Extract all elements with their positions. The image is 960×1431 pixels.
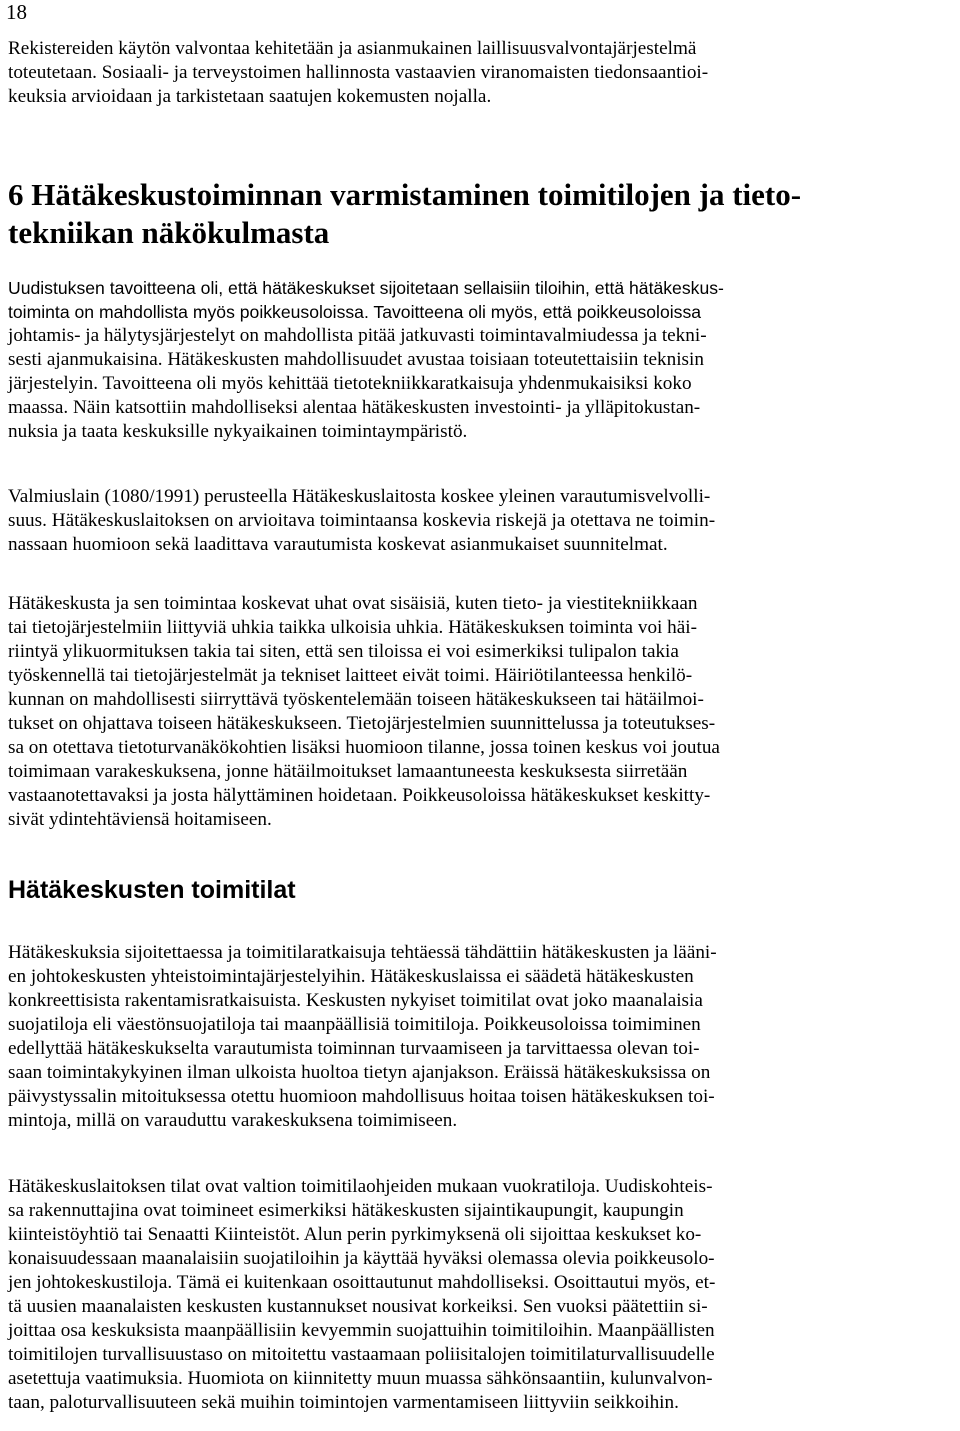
text-line: sesti ajanmukaisina. Hätäkeskusten mahdollisuudet avustaa toisiaan toteutettaisiin teknisin <box>8 349 704 370</box>
intro-paragraph <box>8 37 954 109</box>
text-line: suojatiloja eli väestönsuojatiloja tai maanpäällisiä toimitiloja. Poikkeusoloissa toimiminen <box>8 1014 701 1035</box>
text-line: työskennellä tai tietojärjestelmät ja tekniset laitteet eivät toimi. Häiriötilanteessa henkilö- <box>8 665 693 686</box>
text-line: konkreettisista rakentamisratkaisuista. Keskusten nykyiset toimitilat ovat joko maanalaisia <box>8 990 703 1011</box>
text-line: riintyä ylikuormituksen takia tai siten, että sen tiloissa ei voi esimerkiksi tulipalon takia <box>8 641 679 662</box>
text-line: konaisuudessaan maanalaisiin suojatiloihin ja käyttää hyväksi olemassa olevia poikkeusolo- <box>8 1248 715 1269</box>
text-line: taan, paloturvallisuuteen sekä muihin toimintojen varmentamiseen liittyviin seikkoihin. <box>8 1392 679 1413</box>
heading-line: tekniikan näkökulmasta <box>8 215 330 250</box>
text-line: Valmiuslain (1080/1991) perusteella Hätäkeskuslaitosta koskee yleinen varautumisvelvolli- <box>8 486 711 507</box>
text-line: tä uusien maanalaisten keskusten kustannukset nousivat korkeiksi. Sen vuoksi päätettiin si- <box>8 1296 708 1317</box>
paragraph <box>8 1175 954 1415</box>
subsection-heading <box>8 875 954 905</box>
paragraph <box>8 485 954 557</box>
text-line: Hätäkeskusta ja sen toimintaa koskevat uhat ovat sisäisiä, kuten tieto- ja viestitekniikkaan <box>8 593 698 614</box>
text-line: sa on otettava tietoturvanäkökohtien lisäksi huomioon tilanne, jossa toinen keskus voi joutua <box>8 737 720 758</box>
text-line: saan toimintakykyinen ilman ulkoista huoltoa tietyn ajanjakson. Eräissä hätäkeskuksissa on <box>8 1062 711 1083</box>
text-line: mintoja, millä on varauduttu varakeskuksena toimimiseen. <box>8 1110 458 1131</box>
paragraph <box>8 592 954 832</box>
heading-line: Hätäkeskusten toimitilat <box>8 876 296 904</box>
text-line: Rekistereiden käytön valvontaa kehitetään ja asianmukainen laillisuusvalvontajärjestelmä <box>8 38 697 59</box>
text-line: päivystyssalin mitoituksessa otettu huomioon mahdollisuus hoitaa toisen hätäkeskuksen toi- <box>8 1086 715 1107</box>
text-line: Hätäkeskuslaitoksen tilat ovat valtion toimitilaohjeiden mukaan vuokratiloja. Uudiskohteis- <box>8 1176 713 1197</box>
text-line: Hätäkeskuksia sijoitettaessa ja toimitilaratkaisuja tehtäessä tähdättiin hätäkeskusten ja lääni- <box>8 942 717 963</box>
text-line: asetettuja vaatimuksia. Huomiota on kiinnitetty muun muassa sähkönsaantiin, kulunvalvon- <box>8 1368 713 1389</box>
text-line: kiinteistöyhtiö tai Senaatti Kiinteistöt. Alun perin pyrkimyksenä oli sijoittaa keskukset ko- <box>8 1224 702 1245</box>
text-line: joittaa osa keskuksista maanpäällisiin kevyemmin suojattuihin toimitiloihin. Maanpäällisten <box>8 1320 715 1341</box>
text-line: vastaanotettavaksi ja josta hälyttäminen hoidetaan. Poikkeusoloissa hätäkeskukset keskitty- <box>8 785 711 806</box>
text-line: johtamis- ja hälytysjärjestelyt on mahdollista pitää jatkuvasti toimintavalmiudessa ja tekni- <box>8 325 707 346</box>
text-line: edellyttää hätäkeskukselta varautumista toiminnan turvaamiseen ja tarvittaessa olevan toi- <box>8 1038 700 1059</box>
text-line: sivät ydintehtäviensä hoitamiseen. <box>8 809 272 830</box>
text-line: nuksia ja taata keskuksille nykyaikainen toimintaympäristö. <box>8 421 468 442</box>
text-line: maassa. Näin katsottiin mahdolliseksi alentaa hätäkeskusten investointi- ja ylläpitokustan- <box>8 397 701 418</box>
paragraph <box>8 276 954 444</box>
text-line: järjestelyin. Tavoitteena oli myös kehittää tietotekniikkaratkaisuja yhdenmukaisiksi koko <box>8 373 692 394</box>
page-number: 18 <box>6 0 27 24</box>
text-line: suus. Hätäkeskuslaitoksen on arvioitava toimintaansa koskevia riskejä ja otettava ne toimin- <box>8 510 716 531</box>
text-line: toiminta on mahdollista myös poikkeusoloissa. Tavoitteena oli myös, että poikkeusoloissa <box>8 302 702 322</box>
section-heading <box>8 176 954 252</box>
text-line: jen johtokeskustiloja. Tämä ei kuitenkaan osoittautunut mahdolliseksi. Osoittautui myös, et- <box>8 1272 716 1293</box>
heading-line: 6 Hätäkeskustoiminnan varmistaminen toimitilojen ja tieto- <box>8 177 802 212</box>
text-line: sa rakennuttajina ovat toimineet esimerkiksi hätäkeskusten sijaintikaupungit, kaupungin <box>8 1200 684 1221</box>
text-line: tukset on ohjattava toiseen hätäkeskukseen. Tietojärjestelmien suunnittelussa ja toteutukses- <box>8 713 716 734</box>
paragraph <box>8 941 954 1133</box>
text-line: toimitilojen turvallisuustaso on mitoitettu vastaamaan poliisitalojen toimitilaturvallisuudelle <box>8 1344 715 1365</box>
text-line: tai tietojärjestelmiin liittyviä uhkia taikka ulkoisia uhkia. Hätäkeskuksen toiminta voi häi- <box>8 617 697 638</box>
text-line: kunnan on mahdollisesti siirryttävä työskentelemään toiseen hätäkeskukseen tai hätäilmoi- <box>8 689 704 710</box>
text-line: nassaan huomioon sekä laadittava varautumista koskevat asianmukaiset suunnitelmat. <box>8 534 668 555</box>
text-line: Uudistuksen tavoitteena oli, että hätäkeskukset sijoitetaan sellaisiin tiloihin, että hätäkeskus- <box>8 278 724 298</box>
text-line: en johtokeskusten yhteistoimintajärjestelyihin. Hätäkeskuslaissa ei säädetä hätäkeskusten <box>8 966 694 987</box>
text-line: toimimaan varakeskuksena, jonne hätäilmoitukset lamaantuneesta keskuksesta siirretään <box>8 761 688 782</box>
text-line: toteutetaan. Sosiaali- ja terveystoimen hallinnosta vastaavien viranomaisten tiedonsaantioi- <box>8 62 709 83</box>
text-line: keuksia arvioidaan ja tarkistetaan saatujen kokemusten nojalla. <box>8 86 492 107</box>
